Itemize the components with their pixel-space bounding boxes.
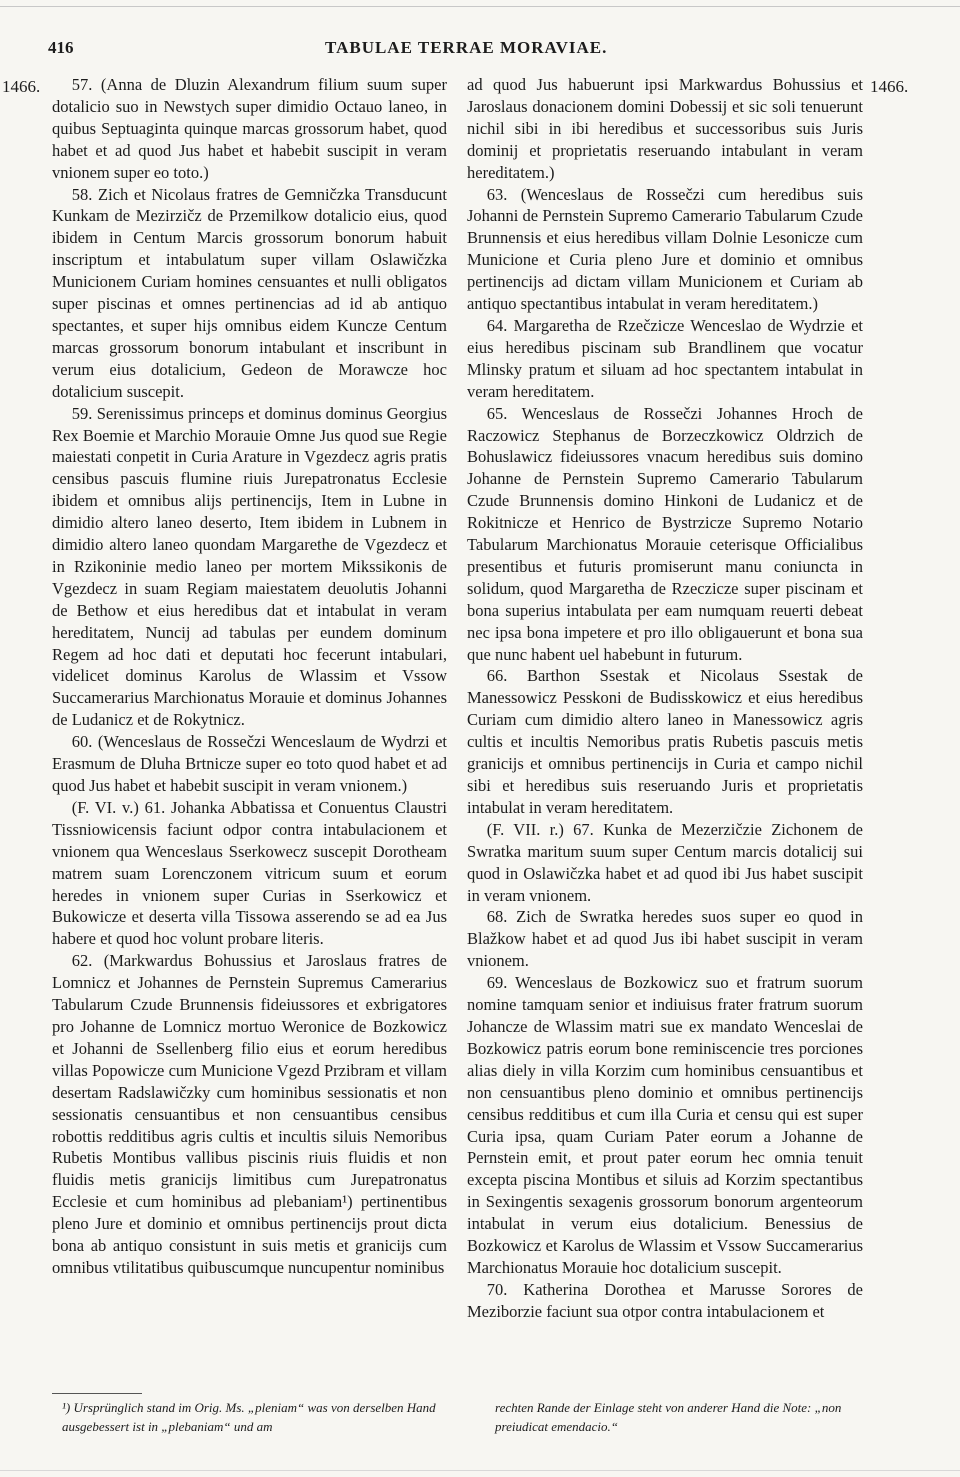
entry-62-continued: ad quod Jus habuerunt ipsi Markwardus Bohussius et Jaroslaus donacionem domini Dobessij et sic soli tenuerunt nichil sibi in ibi heredibus et successoribus suis Juris dominij et proprietatis reseruando intabulant in veram hereditatem.) xyxy=(467,75,863,182)
footnote-right: rechten Rande der Einlage steht von anderer Hand die Note: „non preiudicat emendacio.“ xyxy=(495,1400,842,1434)
entry-58: 58. Zich et Nicolaus fratres de Gemničzka Transducunt Kunkam de Mezirzičz de Przemilkow dotalicio eius, quod ibidem in Centum Marcis grossorum bonorum habuit inscriptum et intabulatum super villam Oslawičzka Municionem Curiam homines censuantes et nulli obligatos super piscinas et omnes pertinencias ad id ab antiquo spectantes, et super hijs omnibus eidem Kuncze Centum marcas grossorum bonorum intabulant et inscribunt in verum eius dotalicium, Gedeon de Morawcze hoc dotalicium suscepit. xyxy=(52,184,447,401)
margin-year-right: 1466. xyxy=(870,77,909,96)
entry-65: 65. Wenceslaus de Rossečzi Johannes Hroch de Raczowicz Stephanus de Borzeczkowicz Oldrzich de Bohuslawicz fideiussores vnacum heredibus suis domino Johanne de Pernstein Supremo Camerario Tabularum Czude Brunnensis domino Hinkoni de Ludanicz et de Rokitnicze et Henrico de Bystrzicze Supremo Notario Tabularum Marchionatus Morauie ceterisque Officialibus presentibus et futuris promiserunt manu coniuncta in solidum, quod Margaretha de Rzeczicze super piscinam et bona superius intabulata per eam numquam reuerti debeat nec ipsa bona impetere et pro illo obligauerunt et bona sua que nunc habent uel habebunt in futurum. xyxy=(467,403,863,664)
footnote-left: ¹) Ursprünglich stand im Orig. Ms. „pleniam“ was von derselben Hand ausgebessert ist in „plebaniam“ und am xyxy=(62,1400,436,1434)
entry-69: 69. Wenceslaus de Bozkowicz suo et fratrum suorum nomine tamquam senior et indiuisus frater fratrum suorum Johancze de Wlassim matri sue ex mandato Wenceslai de Bozkowicz patris eorum bone reminiscencie tres porciones alias diely in villa Korzim cum hominibus censuantibus et non censuantibus pleno dominio et omnibus pertinencijs censibus redditibus et cum illa Curia et censu qui est super Curia ipsa, quam Curiam Pater eorum a Johanne de Pernstein emit, et prout pater eorum hec omnia tenuit excepta piscina Montibus et siluis ad Korzim spectantibus in Sexingentis sexagenis grossorum bonorum argenteorum intabulat in verum eius dotalicium. Benessius de Bozkowicz et Karolus de Wlassim et Vssow Succamerarius Marchionatus Morauie hoc dotalicium suscepit. xyxy=(467,973,863,1277)
entry-67: (F. VII. r.) 67. Kunka de Mezerzičzie Zichonem de Swratka maritum suum super Centum marcis dotalicij sui quod in Oslawičzka habet et ad quod ibi Jus habet suscipit in veram vnionem. xyxy=(467,819,863,905)
entry-63: 63. (Wenceslaus de Rossečzi cum heredibus suis Johanni de Pernstein Supremo Camerario Tabularum Czude Brunnensis et eius heredibus villam Dolnie Lesonicze cum Municione et Curia pleno Jure et dominio et omnibus pertinencijs ad dictam villam Municionem et Curiam ab antiquo spectantibus intabulat in veram hereditatem.) xyxy=(467,184,863,314)
margin-year-left: 1466. xyxy=(2,77,41,96)
bottom-edge-line xyxy=(0,1470,960,1471)
entry-60: 60. (Wenceslaus de Rossečzi Wenceslaum de Wydrzi et Erasmum de Dluha Brtnicze super eo toto quod habet et ad quod Jus habet et habebit suscipit in veram vnionem.) xyxy=(52,732,447,795)
entry-66: 66. Barthon Ssestak et Nicolaus Ssestak de Manessowicz Pesskoni de Budisskowicz et eius heredibus Curiam cum dimidio altero laneo in Manessowicz agris cultis et incultis Nemoribus pratis Rubetis pascuis metis granicijs et omnibus pertinencijs in Curia et campo nichil sibi et heredibus suis reseruando Juris et proprietatis intabulat in veram hereditatem. xyxy=(467,666,863,817)
page-number: 416 xyxy=(48,38,74,57)
entry-59: 59. Serenissimus princeps et dominus dominus Georgius Rex Boemie et Marchio Morauie Omne Jus quod sue Regie maiestati conpetit in Curia Arature in Vgezdecz agris pratis censibus pascuis flumine riuis Jurepatronatus Ecclesie ibidem et omnibus alijs pertinencijs, Item in Lubne in dimidio altero laneo deserto, Item ibidem in Lubnem in dimidio altero laneo quondam Margarethe de Vgezdecz et in Rzikoninie medio laneo per mortem Mikssikonis de Vgezdecz in suam Regiam maiestatem deuolutis Johanni de Bethow et eius heredibus dat et intabulat in veram hereditatem, Nuncij ad tabulas per eundem dominum Regem ad hoc dati et deputati hoc fecerunt intabulari, videlicet dominus Karolus de Wlassim et Vssow Succamerarius Marchionatus Morauie et dominus Johannes de Ludanicz et de Rokytnicz. xyxy=(52,403,447,730)
running-title: TABULAE TERRAE MORAVIAE. xyxy=(325,38,608,57)
footnote-rule xyxy=(52,1393,142,1394)
left-text-column xyxy=(52,74,447,1279)
entry-62: 62. (Markwardus Bohussius et Jaroslaus fratres de Lomnicz et Johannes de Pernstein Supremus Camerarius Tabularum Czude Brunnensis fideiussores et exbrigatores pro Johanne de Lomnicz mortuo Weronice de Bozkowicz et Johanni de Ssellenberg filio eius et eorum heredibus villas Popowicze cum Municione Vgezd Przibram et villam desertam Radslawičzky cum hominibus sessionatis et non sessionatis censuantibus et non censuantibus censibus robottis redditibus agris cultis et incultis siluis Nemoribus Rubetis Montibus vallibus piscinis riuis fluidis et non fluidis metis granicijs limitibus cum Jurepatronatus Ecclesie et cum hominibus ad plebaniam¹) pertinentibus pleno Jure et dominio et omnibus pertinencijs prout dicta bona ab antiquo consistunt in suis metis et granicijs cum omnibus vtilitatibus quibuscumque nuncupentur nominibus xyxy=(52,951,447,1277)
entry-61: (F. VI. v.) 61. Johanka Abbatissa et Conuentus Claustri Tissniowicensis faciunt odpor contra intabulacionem et vnionem qua Wenceslaus Sserkowecz suscepit Dorotheam matrem suam Lorenczonem vitricum suum et eorum heredes in vnionem super Curias in Sserkowicz et Bukowicze et deserta villa Tissowa asserendo se ad ea Jus habere et quod hoc volunt probare literis. xyxy=(52,797,447,949)
entry-68: 68. Zich de Swratka heredes suos super eo quod in Blažkow habet et ad quod Jus ibi habet suscipit in veram vnionem. xyxy=(467,907,863,971)
entry-64: 64. Margaretha de Rzečzicze Wenceslao de Wydrzie et eius heredibus piscinam sub Brandlinem que vocatur Mlinsky pratum et siluam ad hoc spectantem intabulat in veram hereditatem. xyxy=(467,315,863,401)
entry-70: 70. Katherina Dorothea et Marusse Sorores de Meziborzie faciunt sua otpor contra intabulacionem et xyxy=(467,1279,863,1321)
right-text-column xyxy=(467,74,863,1323)
top-edge-line xyxy=(0,6,960,7)
entry-57: 57. (Anna de Dluzin Alexandrum filium suum super dotalicio suo in Newstych super dimidio Octauo laneo, in quibus Septuaginta quinque marcas grossorum habet, quod habet et ad quod Jus habet et habebit suscipit in veram vnionem super eo toto.) xyxy=(52,75,447,182)
